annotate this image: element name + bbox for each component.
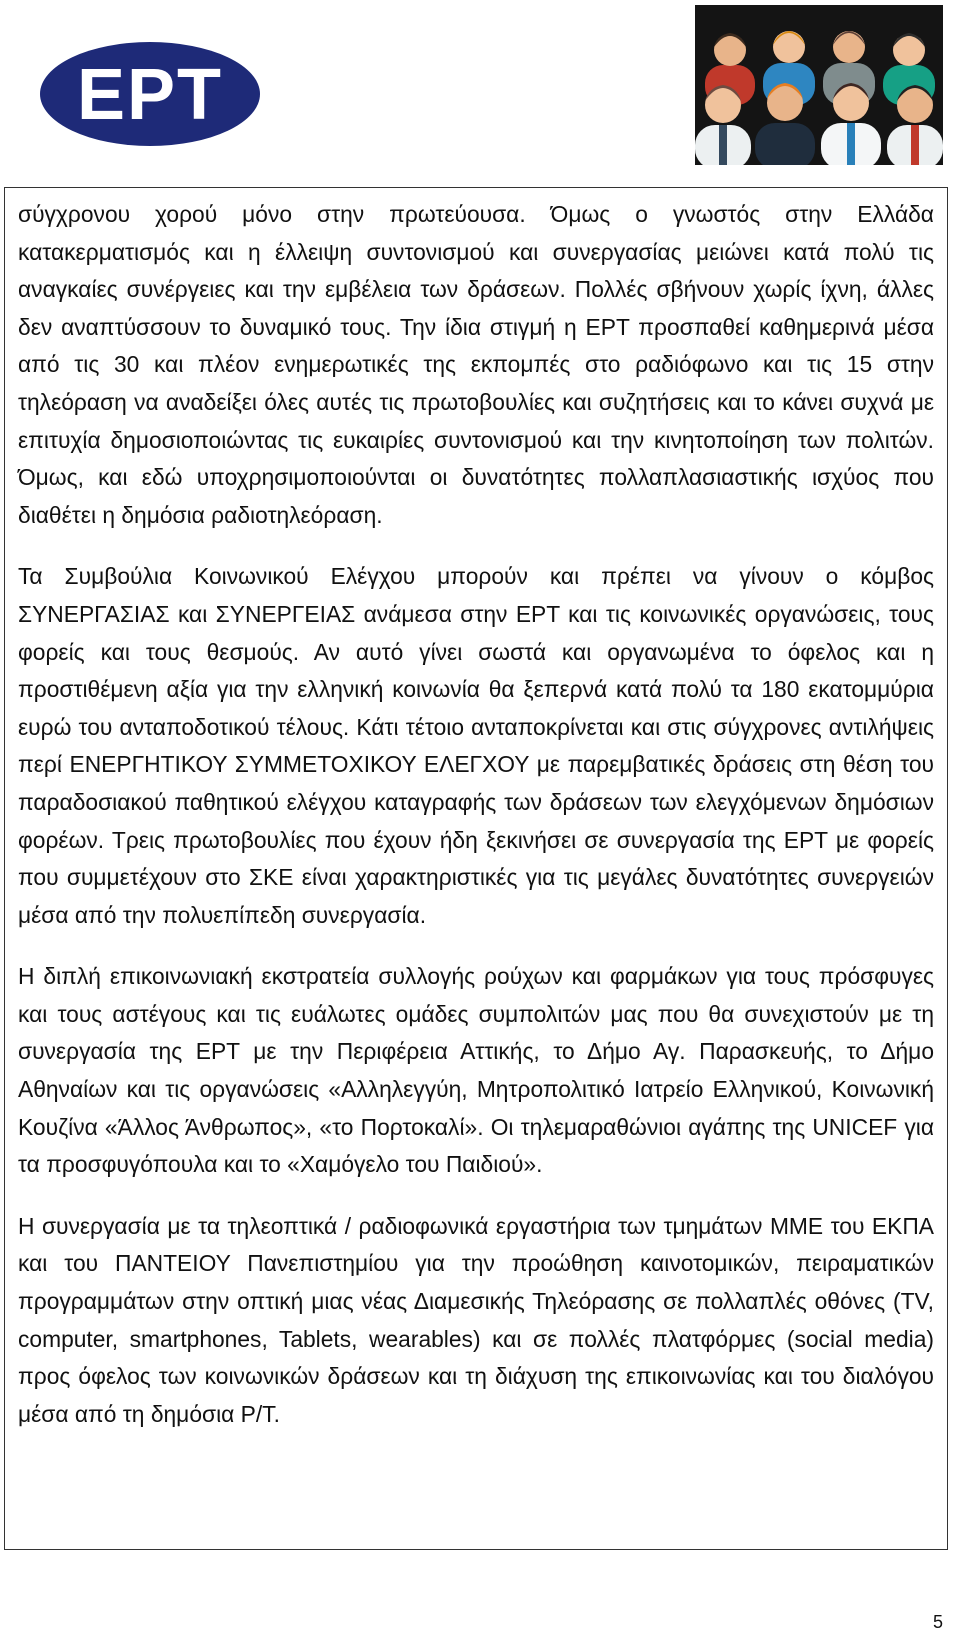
paragraph: Η διπλή επικοινωνιακή εκστρατεία συλλογής ρούχων και φαρμάκων για τους πρόσφυγες και τους αστέγους και τις ευάλωτες ομάδες συμπολιτών μας που θα συνεχιστούν με τη συνεργασία της ΕΡΤ με την Περιφέρεια Αττικής, το Δήμο Αγ. Παρασκευής, το Δήμο Αθηναίων και τις οργανώσεις «Αλληλεγγύη, Μητροπολιτικό Ιατρείο Ελληνικού, Κοινωνική Κουζίνα «Άλλος Άνθρωπος», «το Πορτοκαλί». Οι τηλεμαραθώνιοι αγάπης της UNICEF για τα προσφυγόπουλα και το «Χαμόγελο του Παιδιού». [18,963,934,1178]
content-box [4,187,948,1550]
ert-logo-text: ΕΡΤ [76,55,224,135]
paragraph: σύγχρονου χορού μόνο στην πρωτεύουσα. Όμως ο γνωστός στην Ελλάδα κατακερματισμός και η έλλειψη συντονισμού και συνεργασίας μειώνει κατά πολύ τις αναγκαίες συνέργειες και την εμβέλεια των δράσεων. Πολλές σβήνουν χωρίς ίχνη, άλλες δεν αναπτύσσουν το δυναμικό τους. Την ίδια στιγμή η ΕΡΤ προσπαθεί καθημερινά μέσα από τις 30 και πλέον ενημερωτικές της εκπομπές στο ραδιόφωνο και τις 15 στην τηλεόραση να αναδείξει όλες αυτές τις πρωτοβουλίες και συζητήσεις και το κάνει συχνά με επιτυχία δημοσιοποιώντας τις ευκαιρίες συντονισμού και την κινητοποίηση των πολιτών. Όμως, και εδώ υποχρησιμοποιούνται οι δυνατότητες πολλαπλασιαστικής ισχύος που διαθέτει η δημόσια ραδιοτηλεόραση. [18,201,934,528]
ert-logo [40,42,260,146]
page-number: 5 [932,1612,943,1632]
paragraph: Η συνεργασία με τα τηλεοπτικά / ραδιοφωνικά εργαστήρια των τμημάτων ΜΜΕ του ΕΚΠΑ και του ΠΑΝΤΕΙΟΥ Πανεπιστημίου για την προώθηση καινοτομικών, πειραματικών προγραμμάτων στην οπτική μιας νέας Διαμεσικής Τηλεόρασης σε πολλαπλές οθόνες (TV, computer, smartphones, Tablets, wearables) και σε πολλές πλατφόρμες (social media) προς όφελος των κοινωνικών δράσεων και τη διάχυση της επικοινωνίας και του διαλόγου μέσα από τη δημόσια Ρ/Τ. [18,1212,934,1427]
group-of-people-icon [695,5,943,165]
paragraph: Τα Συμβούλια Κοινωνικού Ελέγχου μπορούν και πρέπει να γίνουν ο κόμβος ΣΥΝΕΡΓΑΣΙΑΣ και ΣΥΝΕΡΓΕΙΑΣ ανάμεσα στην ΕΡΤ και τις κοινωνικές οργανώσεις, τους φορείς και τους θεσμούς. Αν αυτό γίνει σωστά και οργανωμένα το όφελος και η προστιθέμενη αξία για την ελληνική κοινωνία θα ξεπερνά κατά πολύ τα 180 εκατομμύρια ευρώ του ανταποδοτικού τέλους. Κάτι τέτοιο ανταποκρίνεται και στις σύγχρονες αντιλήψεις περί ΕΝΕΡΓΗΤΙΚΟΥ ΣΥΜΜΕΤΟΧΙΚΟΥ ΕΛΕΓΧΟΥ με παρεμβατικές δράσεις στη θέση του παραδοσιακού παθητικού ελέγχου καταγραφής των δράσεων των ελεγχόμενων δημόσιων φορέων. Τρεις πρωτοβουλίες που έχουν ήδη ξεκινήσει σε συνεργασία της ΕΡΤ με φορείς που συμμετέχουν στο ΣΚΕ είναι χαρακτηριστικές για τις μεγάλες δυνατότητες συνεργειών μέσα από την πολυεπίπεδη συνεργασία. [18,563,934,928]
